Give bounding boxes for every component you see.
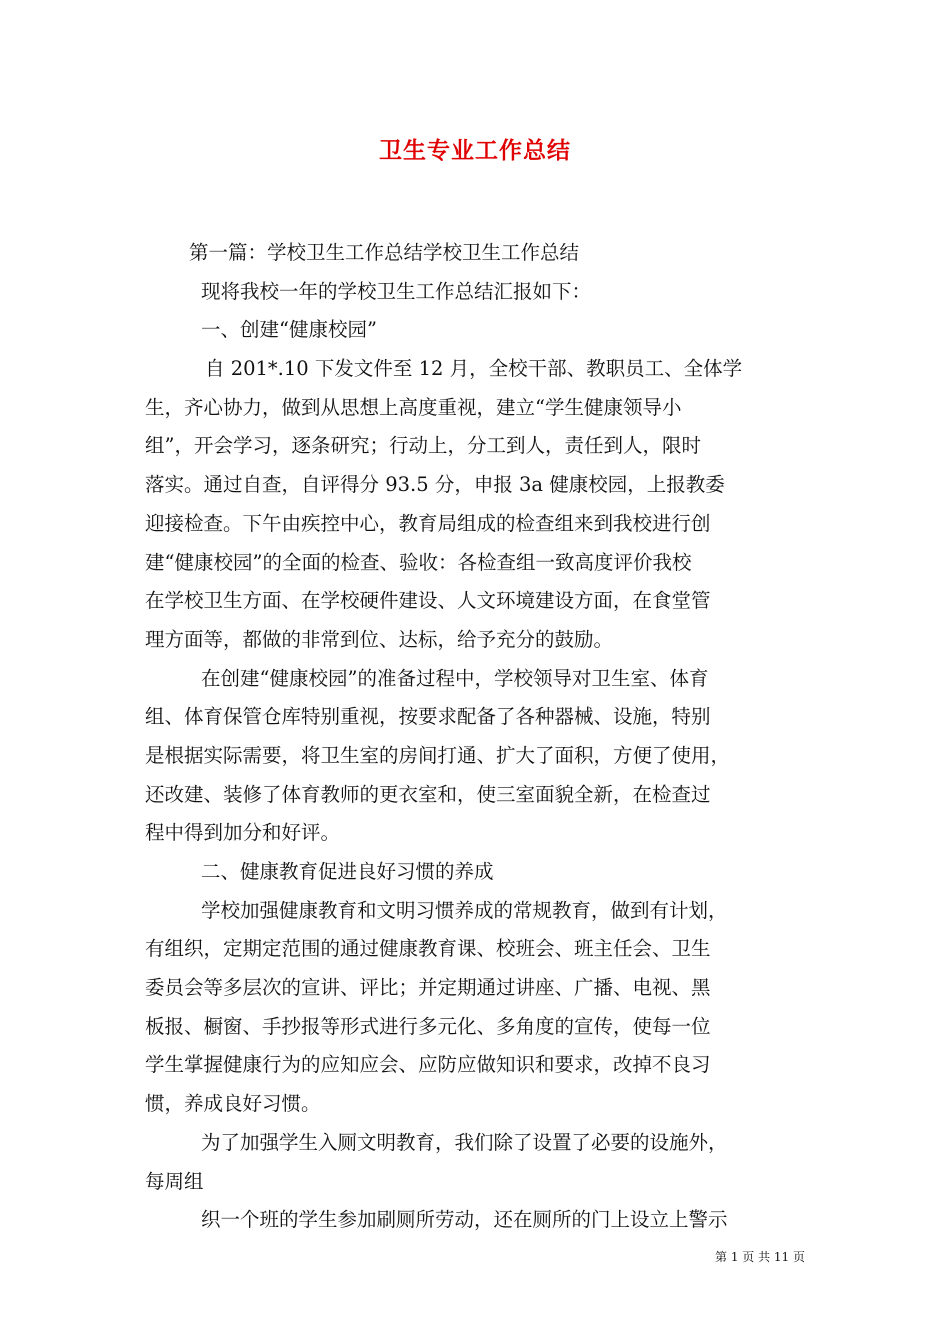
- text-line: 委员会等多层次的宣讲、评比；并定期通过讲座、广播、电视、黑: [145, 976, 711, 1000]
- text-line: 建“健康校园”的全面的检查、验收：各检查组一致高度评价我校: [145, 550, 692, 574]
- text-line: 是根据实际需要，将卫生室的房间打通、扩大了面积，方便了使用，: [145, 743, 731, 767]
- text-line: 学校加强健康教育和文明习惯养成的常规教育，做到有计划，: [201, 898, 728, 922]
- text-line: 组”，开会学习，逐条研究；行动上，分工到人，责任到人，限时: [145, 434, 701, 458]
- text-line: 织一个班的学生参加刷厕所劳动，还在厕所的门上设立上警示: [201, 1208, 728, 1232]
- text-line: 板报、橱窗、手抄报等形式进行多元化、多角度的宣传，使每一位: [145, 1014, 711, 1038]
- document-title: 卫生专业工作总结: [379, 138, 571, 164]
- text-line: 在学校卫生方面、在学校硬件建设、人文环境建设方面，在食堂管: [145, 589, 711, 613]
- text-line: 惯，养成良好习惯。: [145, 1092, 321, 1116]
- page-footer: 第 1 页 共 11 页: [715, 1250, 805, 1264]
- text-line: 为了加强学生入厕文明教育，我们除了设置了必要的设施外，: [201, 1130, 728, 1154]
- text-line: 一、创建“健康校园”: [201, 318, 377, 342]
- text-line: 在创建“健康校园”的准备过程中，学校领导对卫生室、体育: [201, 666, 709, 690]
- text-line: 有组织，定期定范围的通过健康教育课、校班会、班主任会、卫生: [145, 937, 711, 961]
- text-line: 程中得到加分和好评。: [145, 821, 341, 845]
- text-line: 理方面等，都做的非常到位、达标，给予充分的鼓励。: [145, 627, 614, 651]
- text-line: 第一篇：学校卫生工作总结学校卫生工作总结: [189, 241, 580, 264]
- text-line: 现将我校一年的学校卫生工作总结汇报如下：: [201, 279, 592, 303]
- text-line: 二、健康教育促进良好习惯的养成: [201, 860, 494, 883]
- text-line: 每周组: [145, 1169, 204, 1193]
- text-line: 组、体育保管仓库特别重视，按要求配备了各种器械、设施，特别: [145, 705, 711, 729]
- text-line: 自 201*.10 下发文件至 12 月，全校干部、教职员工、全体学: [205, 357, 743, 381]
- text-line: 落实。通过自查，自评得分 93.5 分，申报 3a 健康校园，上报教委: [145, 473, 725, 497]
- text-line: 学生掌握健康行为的应知应会、应防应做知识和要求，改掉不良习: [145, 1053, 711, 1077]
- document-body: [145, 234, 810, 1240]
- text-line: 迎接检查。下午由疾控中心，教育局组成的检查组来到我校进行创: [145, 511, 711, 535]
- text-line: 生，齐心协力，做到从思想上高度重视，建立“学生健康领导小: [145, 395, 682, 419]
- text-line: 还改建、装修了体育教师的更衣室和，使三室面貌全新，在检查过: [145, 782, 711, 806]
